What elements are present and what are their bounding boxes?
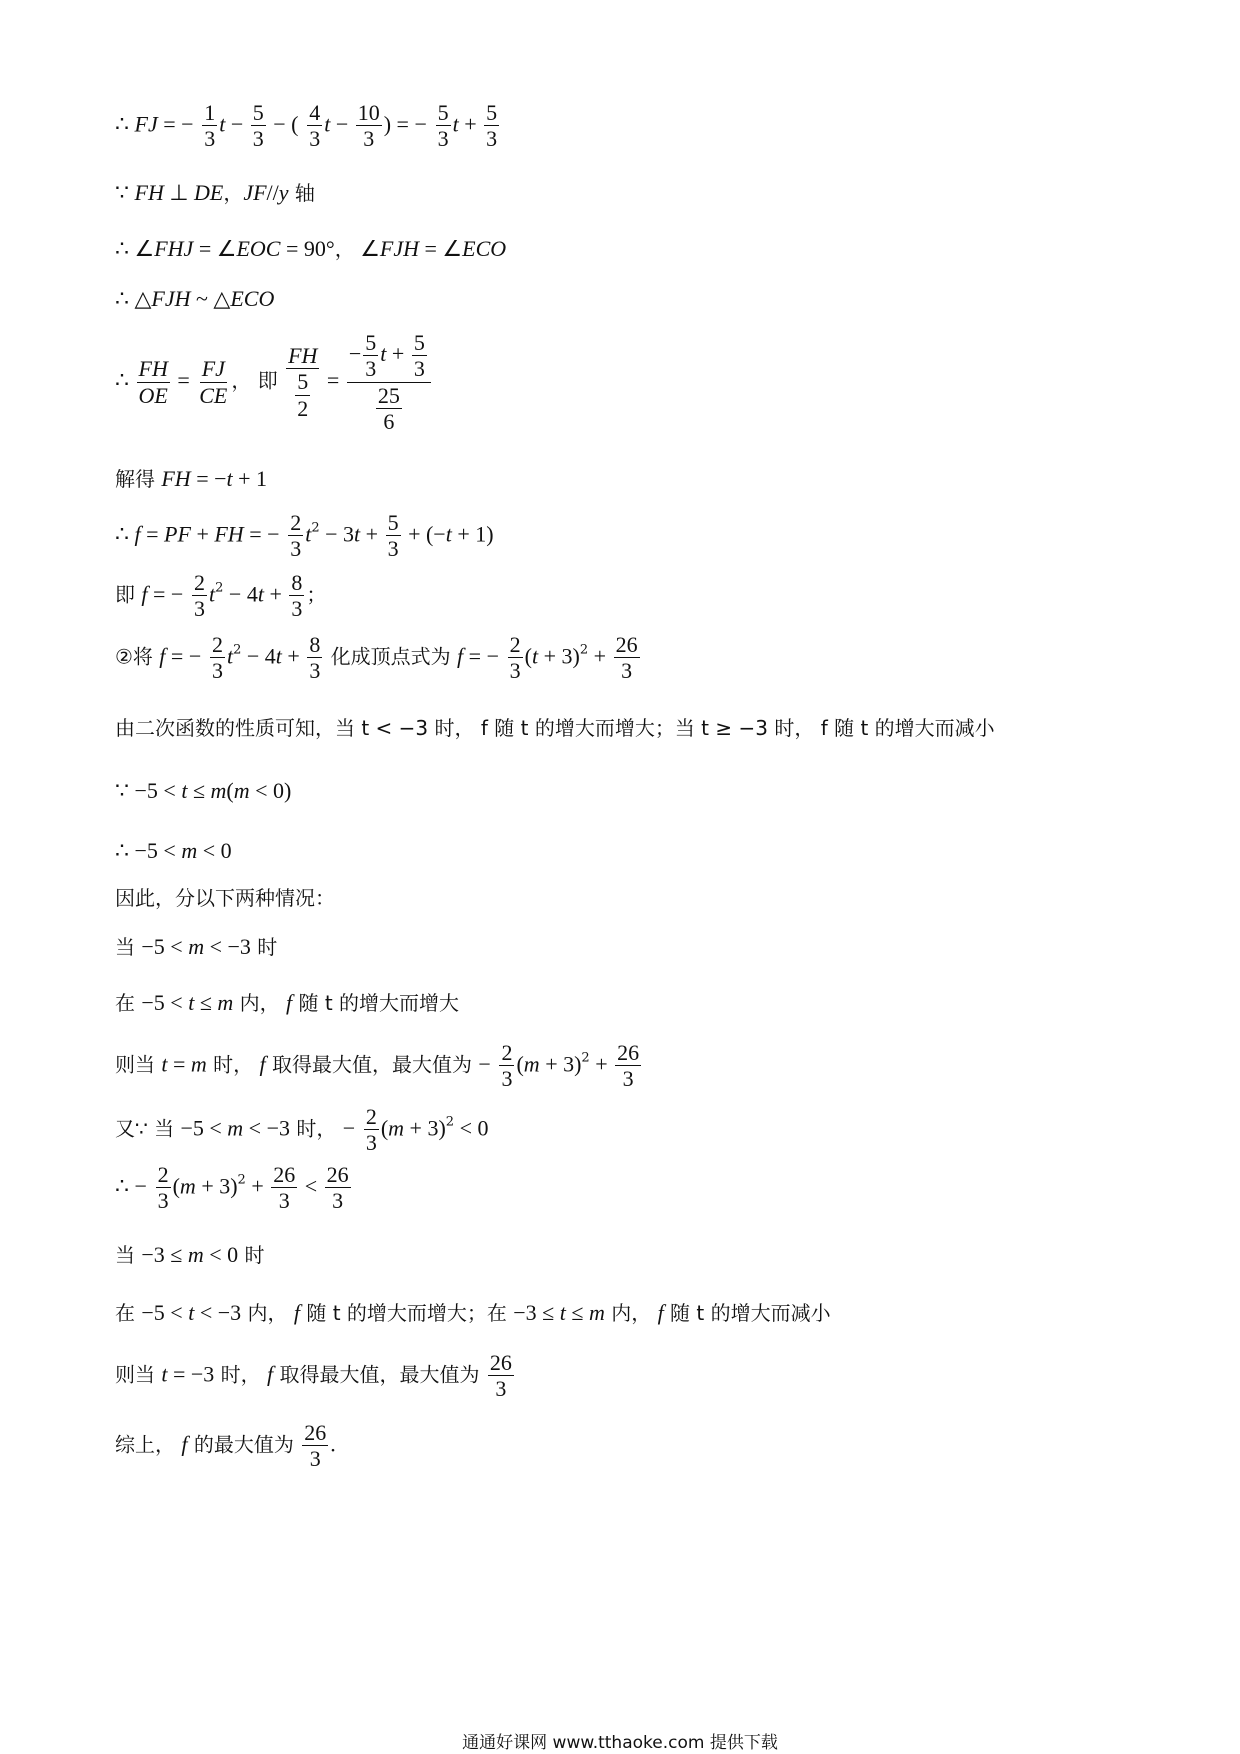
line-case1-conclusion: ∴ − $\frac{2}{3}$ $(m + 3)^2$ + $\frac{26}{3}$ < $\frac{26}{3}$ (115, 1162, 349, 1214)
line-case2-monotonic: 在 −5 < t < −3 内， f 随 t 的增大而增大；在 −3 ≤ t ≤ m 内， f 随 t 的增大而减小 (115, 1300, 831, 1325)
line-f-expr: 即 f = − $\frac{2}{3}$ $t^2 - 4t$ + $\frac{8}{3}$ ； (115, 570, 327, 622)
line-case1-max: 则当 t = m 时， f 取得最大值，最大值为 − $\frac{2}{3}$ $(m + 3)^2$ + $\frac{26}{3}$ (115, 1040, 640, 1092)
line-f-sum: ∴ f = PF + FH = − $\frac{2}{3}$ $t^2 - 3t$ + $\frac{5}{3}$ + (−t + 1) (115, 510, 494, 562)
line-case1-increase: 在 −5 < t ≤ m 内， f 随 t 的增大而增大 (115, 990, 460, 1015)
line-perpendicular: ∵ FH ⊥ DE，JF//y 轴 (115, 180, 315, 205)
line-case1-negative: 又∵ 当 −5 < m < −3 时， − $\frac{2}{3}$ $(m + 3)^2 < 0$ (115, 1104, 489, 1156)
line-case2: 当 −3 ≤ m < 0 时 (115, 1242, 265, 1267)
line-case2-max: 则当 t = −3 时， f 取得最大值，最大值为 $\frac{26}{3}$ (115, 1350, 512, 1402)
line-ratio: ∴ $\frac{FH}{OE}$ = $\frac{FJ}{CE}$ ， 即 $\frac{FH}{\frac{5}{2}}$ = − $\frac{5}{3}$ t + $\frac{5}{3}$ $\frac{25}{6}$ (115, 330, 433, 434)
line-t-range: ∵ −5 < t ≤ m(m < 0) (115, 778, 292, 803)
line-m-range: ∴ −5 < m < 0 (115, 838, 232, 863)
line-case1: 当 −5 < m < −3 时 (115, 934, 278, 959)
line-fh-solution: 解得 FH = −t + 1 (115, 466, 268, 491)
page-footer: 通通好课网 www.tthaoke.com 提供下载 (462, 1733, 778, 1753)
line-summary: 综上， f 的最大值为 $\frac{26}{3}$ . (115, 1420, 336, 1472)
line-monotonic: 由二次函数的性质可知，当 t < −3 时， f 随 t 的增大而增大；当 t ≥ −3 时， f 随 t 的增大而减小 (115, 716, 995, 740)
line-vertex-form: ②将 f = − $\frac{2}{3}$ $t^2 - 4t$ + $\frac{8}{3}$ 化成顶点式为 f = − $\frac{2}{3}$ $(t + 3)^2$ + $\frac{26}{3}$ (115, 632, 638, 684)
line-similar: ∴ △FJH ~ △ECO (115, 286, 275, 311)
line-two-cases: 因此，分以下两种情况： (115, 886, 335, 910)
line-angles: ∴ ∠FHJ = ∠EOC = 90°， ∠FJH = ∠ECO (115, 236, 507, 261)
line-fj: ∴ FJ = − $\frac{1}{3}$ t − $\frac{5}{3}$ − ( $\frac{4}{3}$ t − $\frac{10}{3}$ ) = − $\frac{5}{3}$ t + $\frac{5}{3}$ (115, 100, 498, 152)
